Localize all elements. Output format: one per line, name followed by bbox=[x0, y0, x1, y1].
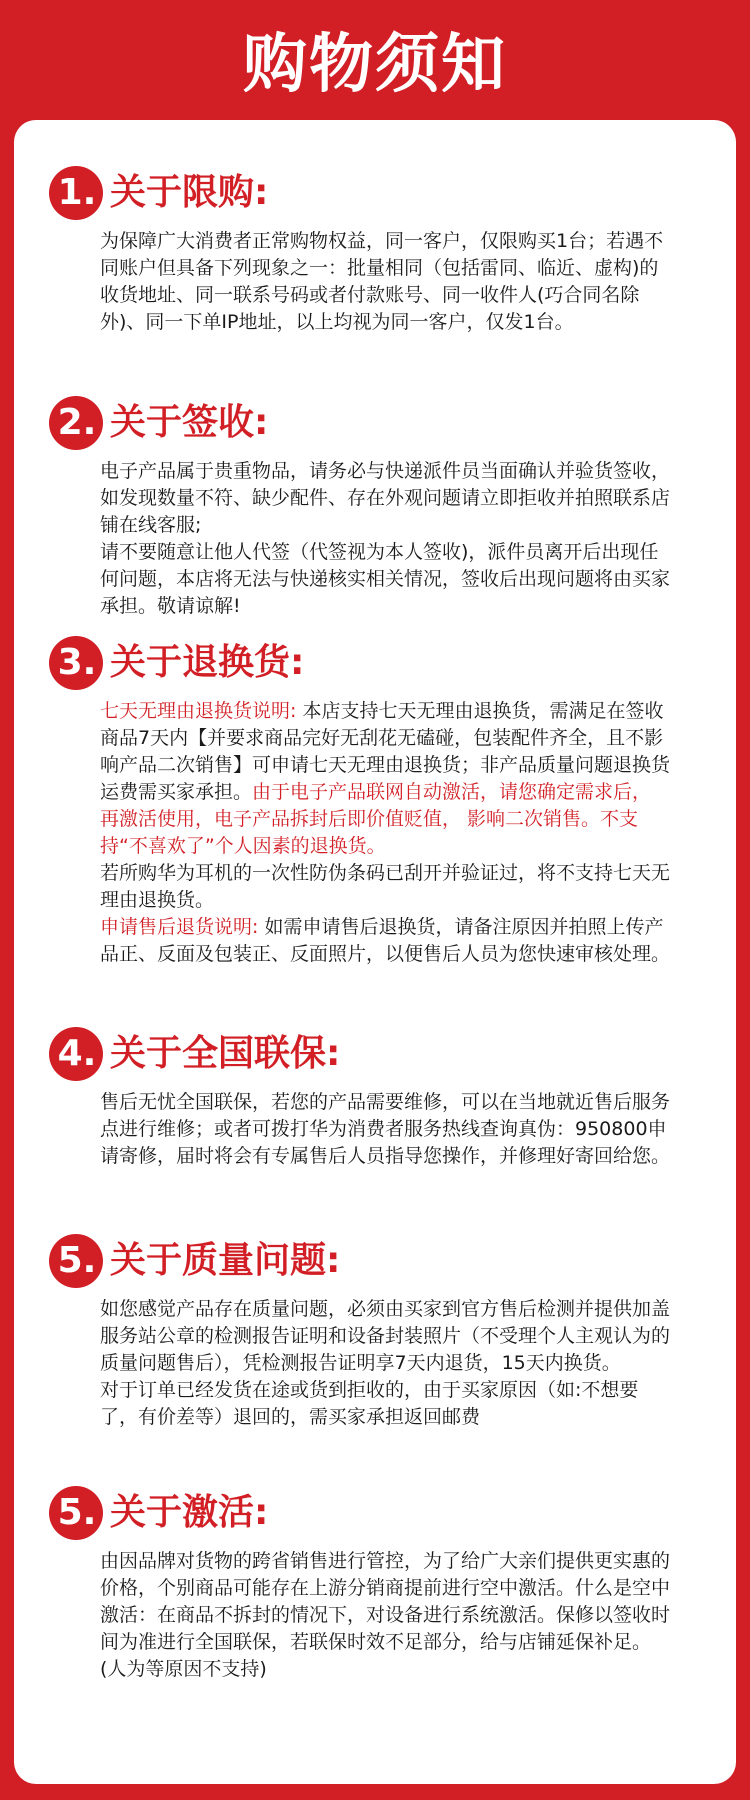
paragraph: 对于订单已经发货在途或货到拒收的，由于买家原因（如:不想要了，有价差等）退回的，需买家承担返回邮费 bbox=[100, 1379, 639, 1428]
section-returns bbox=[14, 632, 736, 965]
after-sale-text: 如需申请售后退换货，请备注原因并拍照上传产品正、反面及包装正、反面照片，以便售后人员为您快速审核处理。 bbox=[100, 916, 671, 965]
section-number-badge: 3. bbox=[49, 636, 103, 690]
section-number-badge: 1. bbox=[49, 166, 103, 220]
notice-card bbox=[14, 120, 736, 1784]
section-national-warranty bbox=[14, 1023, 736, 1167]
paragraph: 若所购华为耳机的一次性防伪条码已刮开并验证过，将不支持七天无理由退换货。 bbox=[100, 862, 671, 911]
page-title: 购物须知 bbox=[243, 28, 507, 102]
section-number-badge: 4. bbox=[49, 1027, 103, 1081]
paragraph bbox=[100, 914, 670, 968]
return-policy-heading: 七天无理由退换货说明: bbox=[100, 700, 297, 722]
return-policy-text: 本店支持七天无理由退换货，需满足在签收商品7天内【并要求商品完好无刮花无磕碰，包装配件齐全，且不影响产品二次销售】可申请七天无理由退换货；非产品质量问题退换货运费需买家承担。 bbox=[100, 700, 671, 803]
after-sale-heading: 申请售后退货说明: bbox=[100, 916, 259, 938]
section-body bbox=[100, 1548, 670, 1683]
section-body bbox=[100, 698, 670, 968]
section-title: 关于签收: bbox=[110, 402, 269, 443]
section-delivery-signing bbox=[14, 392, 736, 617]
section-title: 关于全国联保: bbox=[110, 1033, 341, 1074]
section-title: 关于质量问题: bbox=[110, 1240, 341, 1281]
section-body bbox=[100, 228, 670, 336]
section-body bbox=[100, 1296, 670, 1431]
section-number-badge: 5. bbox=[49, 1234, 103, 1288]
activation-warning: 由于电子产品联网自动激活，请您确定需求后，再激活使用，电子产品拆封后即价值贬值， 影响二次销售。不支持“不喜欢了”个人因素的退换货。 bbox=[100, 781, 652, 857]
section-number-badge: 5. bbox=[49, 1486, 103, 1540]
section-quality-issues bbox=[14, 1230, 736, 1428]
section-title: 关于限购: bbox=[110, 172, 269, 213]
section-number-badge: 2. bbox=[49, 396, 103, 450]
section-activation bbox=[14, 1482, 736, 1680]
paragraph: 请不要随意让他人代签（代签视为本人签收)，派件员离开后出现任何问题，本店将无法与快递核实相关情况，签收后出现问题将由买家承担。敬请谅解! bbox=[100, 541, 671, 617]
paragraph: 电子产品属于贵重物品，请务必与快递派件员当面确认并验货签收，如发现数量不符、缺少配件、存在外观问题请立即拒收并拍照联系店铺在线客服; bbox=[100, 460, 671, 536]
section-title: 关于退换货: bbox=[110, 642, 305, 683]
paragraph: 由因品牌对货物的跨省销售进行管控，为了给广大亲们提供更实惠的价格，个别商品可能存在上游分销商提前进行空中激活。什么是空中激活：在商品不拆封的情况下，对设备进行系统激活。保修以签收时间为准进行全国联保，若联保时效不足部分，给与店铺延保补足。(人为等原因不支持) bbox=[100, 1550, 671, 1680]
paragraph: 为保障广大消费者正常购物权益，同一客户，仅限购买1台；若遇不同账户但具备下列现象之一：批量相同（包括雷同、临近、虚构)的收货地址、同一联系号码或者付款账号、同一收件人(巧合同名除外)、同一下单IP地址，以上均视为同一客户，仅发1台。 bbox=[100, 230, 664, 333]
section-purchase-limit bbox=[14, 162, 736, 333]
section-body bbox=[100, 1089, 670, 1170]
section-title: 关于激活: bbox=[110, 1492, 269, 1533]
paragraph: 售后无忧全国联保，若您的产品需要维修，可以在当地就近售后服务点进行维修；或者可拨打华为消费者服务热线查询真伪：950800申请寄修，届时将会有专属售后人员指导您操作，并修理好寄回给您。 bbox=[100, 1091, 671, 1167]
paragraph bbox=[100, 698, 670, 860]
section-body bbox=[100, 458, 670, 620]
paragraph: 如您感觉产品存在质量问题，必须由买家到官方售后检测并提供加盖服务站公章的检测报告证明和设备封装照片（不受理个人主观认为的质量问题售后），凭检测报告证明享7天内退货，15天内换货。 bbox=[100, 1298, 671, 1374]
